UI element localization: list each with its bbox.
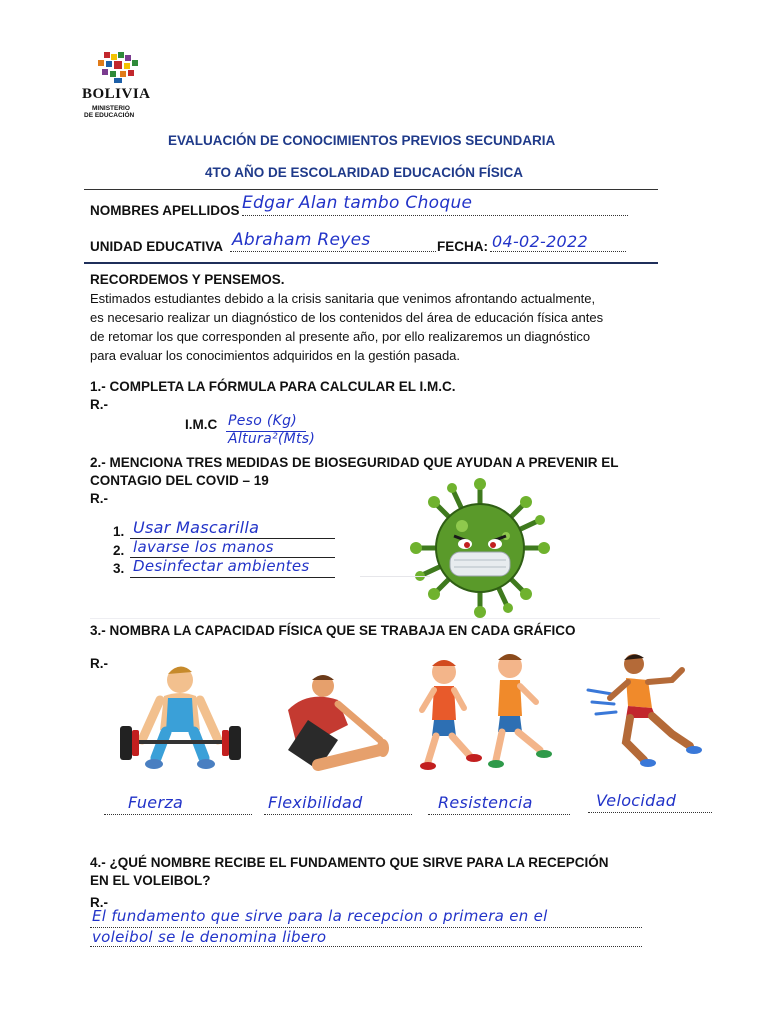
- school-dots: [230, 251, 436, 252]
- name-label: NOMBRES APELLIDOS: [90, 203, 240, 218]
- capacity-answer-1: Fuerza: [128, 793, 184, 812]
- imc-numerator: Peso (Kg): [228, 413, 298, 429]
- school-value: Abraham Reyes: [232, 230, 371, 250]
- capacity-answer-3: Resistencia: [438, 793, 533, 812]
- answer-dots: [90, 946, 642, 947]
- intro-heading: RECORDEMOS Y PENSEMOS.: [90, 272, 285, 287]
- country-name: BOLIVIA: [82, 86, 151, 102]
- bioseguridad-answer-1: Usar Mascarilla: [133, 518, 260, 537]
- ministry-line-2: DE EDUCACIÓN: [84, 112, 135, 119]
- date-label: FECHA:: [437, 239, 488, 254]
- bioseguridad-answer-3: Desinfectar ambientes: [133, 557, 310, 575]
- answer-number: 1.: [113, 524, 125, 539]
- name-value: Edgar Alan tambo Choque: [242, 193, 473, 213]
- q2-r: R.-: [90, 491, 108, 506]
- weightlifter-illustration: [118, 660, 243, 780]
- answer-dots: [428, 814, 570, 815]
- covid-virus-illustration: [408, 478, 552, 618]
- answer-number: 2.: [113, 543, 125, 558]
- answer-dots: [264, 814, 412, 815]
- intro-line: para evaluar los conocimientos adquiridos en la gestión pasada.: [90, 348, 461, 363]
- intro-line: es necesario realizar un diagnóstico de los contenidos del área de educación física antes: [90, 310, 604, 325]
- imc-denominator: Altura²(Mts): [228, 431, 316, 447]
- bleed-rule: [90, 618, 660, 619]
- show-through-line: [360, 576, 430, 577]
- running-kids-illustration: [418, 650, 568, 778]
- intro-line: Estimados estudiantes debido a la crisis sanitaria que venimos afrontando actualmente,: [90, 291, 596, 306]
- answer-dots: [588, 812, 712, 813]
- answer-line: [130, 577, 335, 578]
- intro-paragraph: [90, 289, 660, 365]
- q3-question: 3.- NOMBRA LA CAPACIDAD FÍSICA QUE SE TRABAJA EN CADA GRÁFICO: [90, 623, 576, 638]
- school-label: UNIDAD EDUCATIVA: [90, 239, 223, 254]
- q3-r: R.-: [90, 656, 108, 671]
- bolivia-emblem: [90, 50, 146, 84]
- q4-question-line-1: 4.- ¿QUÉ NOMBRE RECIBE EL FUNDAMENTO QUE SIRVE PARA LA RECEPCIÓN: [90, 855, 609, 870]
- page-title: EVALUACIÓN DE CONOCIMIENTOS PREVIOS SECUNDARIA: [168, 133, 556, 148]
- capacity-answer-4: Velocidad: [596, 791, 677, 810]
- q4-answer-line-1: El fundamento que sirve para la recepcion o primera en el: [92, 907, 548, 925]
- intro-line: de retomar los que corresponden al presente año, por ello realizaremos un diagnóstico: [90, 329, 591, 344]
- q1-question: 1.- COMPLETA LA FÓRMULA PARA CALCULAR EL I.M.C.: [90, 379, 456, 394]
- q4-question-line-2: EN EL VOLEIBOL?: [90, 873, 211, 888]
- q2-question-line-1: 2.- MENCIONA TRES MEDIDAS DE BIOSEGURIDAD QUE AYUDAN A PREVENIR EL: [90, 455, 619, 470]
- name-dots: [242, 215, 628, 216]
- date-value: 04-02-2022: [492, 232, 588, 251]
- page-subtitle: 4TO AÑO DE ESCOLARIDAD EDUCACIÓN FÍSICA: [205, 165, 524, 180]
- q4-r: R.-: [90, 895, 108, 910]
- q1-r: R.-: [90, 397, 108, 412]
- stretching-illustration: [268, 670, 393, 780]
- q2-question-line-2: CONTAGIO DEL COVID – 19: [90, 473, 269, 488]
- capacity-answer-2: Flexibilidad: [268, 793, 363, 812]
- title-rule: [84, 189, 658, 190]
- answer-number: 3.: [113, 561, 125, 576]
- bioseguridad-answer-2: lavarse los manos: [133, 538, 274, 556]
- header-rule: [84, 262, 658, 264]
- date-dots: [490, 251, 626, 252]
- q4-answer-line-2: voleibol se le denomina libero: [92, 928, 327, 946]
- imc-label: I.M.C: [185, 417, 218, 432]
- ministry-line-1: MINISTERIO: [92, 105, 130, 112]
- sprinter-illustration: [586, 650, 704, 770]
- answer-dots: [104, 814, 252, 815]
